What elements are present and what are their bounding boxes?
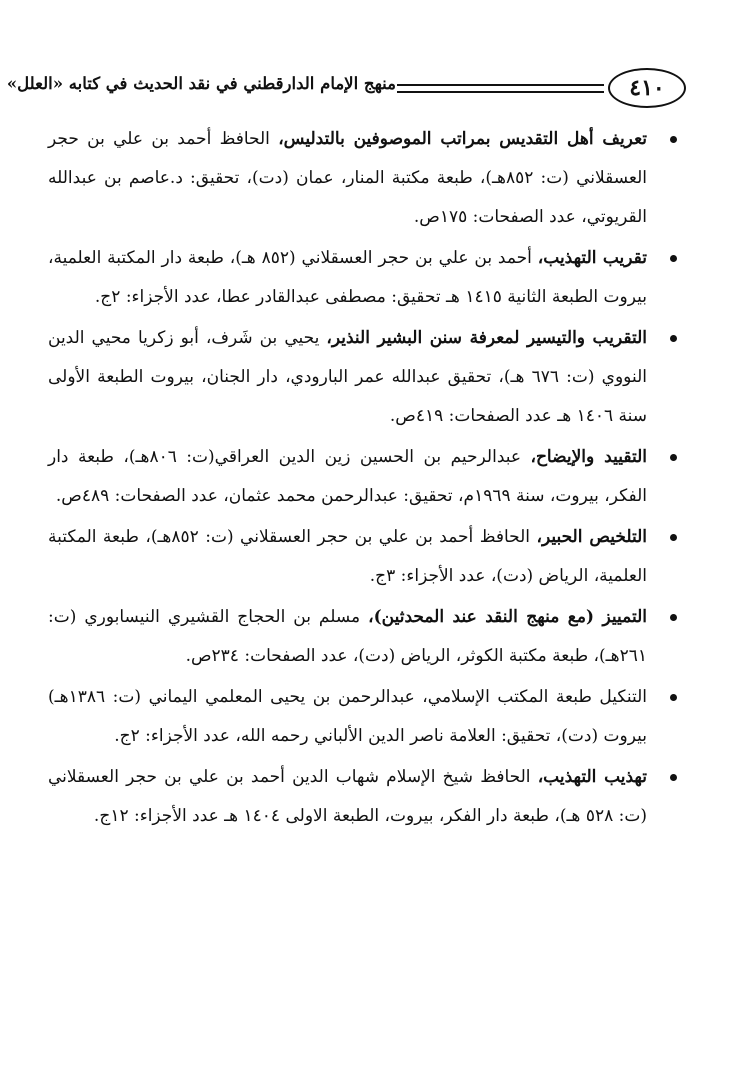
entry-title: التلخيص الحبير، [536,527,647,547]
entry-title: تعريف أهل التقديس بمراتب الموصوفين بالتدليس، [278,129,647,149]
bullet-icon [670,694,677,701]
list-item [48,678,683,756]
header-rule [397,84,604,93]
entry-body: الحافظ أحمد بن علي بن حجر العسقلاني (ت: ٨٥٢هـ)، طبعة مكتبة المنار، عمان (دت)، تحقيق: د.عاصم بن عبدالله القريوتي، عدد الصفحات: ١٧٥ص. [48,129,647,227]
bullet-icon [670,454,677,461]
list-item [48,518,683,596]
list-item [48,239,683,317]
list-item [48,758,683,836]
bullet-icon [670,614,677,621]
bullet-icon [670,255,677,262]
entry-body: أحمد بن علي بن حجر العسقلاني (٨٥٢ هـ)، طبعة دار المكتبة العلمية، بيروت الطبعة الثانية ١٤١٥ هـ تحقيق: مصطفى عبدالقادر عطا، عدد الأجزاء: ٢ج. [48,248,647,307]
bullet-icon [670,335,677,342]
entry-title: تهذيب التهذيب، [537,767,647,787]
page-number: ٤١٠ [608,68,686,108]
entry-body: عبدالرحيم بن الحسين زين الدين العراقي(ت: ٨٠٦هـ)، طبعة دار الفكر، بيروت، سنة ١٩٦٩م، تحقيق: عبدالرحمن محمد عثمان، عدد الصفحات: ٤٨٩ص. [48,447,647,506]
bullet-icon [670,534,677,541]
list-item [48,598,683,676]
list-item [48,319,683,436]
entry-title: التمييز (مع منهج النقد عند المحدثين)، [368,607,647,627]
entry-title: التقريب والتيسير لمعرفة سنن البشير النذير، [326,328,647,348]
entry-body: مسلم بن الحجاج القشيري النيسابوري (ت: ٢٦١هـ)، طبعة مكتبة الكوثر، الرياض (دت)، عدد الصفحات: ٢٣٤ص. [48,607,647,666]
entry-body: يحيي بن شَرف، أبو زكريا محيي الدين النووي (ت: ٦٧٦ هـ)، تحقيق عبدالله عمر البارودي، دار الجنان، بيروت الطبعة الأولى سنة ١٤٠٦ هـ عدد الصفحات: ٤١٩ص. [48,328,647,426]
entry-title: التقييد والإيضاح، [530,447,647,467]
entry-body: الحافظ أحمد بن علي بن حجر العسقلاني (ت: ٨٥٢هـ)، طبعة المكتبة العلمية، الرياض (دت)، عدد الأجزاء: ٣ج. [48,527,647,586]
list-item [48,438,683,516]
bullet-icon [670,774,677,781]
page-header [6,60,686,120]
running-title: منهج الإمام الدارقطني في نقد الحديث في كتابه «العلل» [6,74,396,93]
list-item [48,120,683,237]
bullet-icon [670,136,677,143]
entry-body: الحافظ شيخ الإسلام شهاب الدين أحمد بن علي بن حجر العسقلاني (ت: ٥٢٨ هـ)، طبعة دار الفكر، بيروت، الطبعة الاولى ١٤٠٤ هـ عدد الأجزاء: ١٢ج. [48,767,647,826]
entry-body: التنكيل طبعة المكتب الإسلامي، عبدالرحمن بن يحيى المعلمي اليماني (ت: ١٣٨٦هـ) بيروت (دت)، تحقيق: العلامة ناصر الدين الألباني رحمه الله، عدد الأجزاء: ٢ج. [48,687,647,746]
bibliography-list [48,120,683,838]
entry-title: تقريب التهذيب، [537,248,647,268]
